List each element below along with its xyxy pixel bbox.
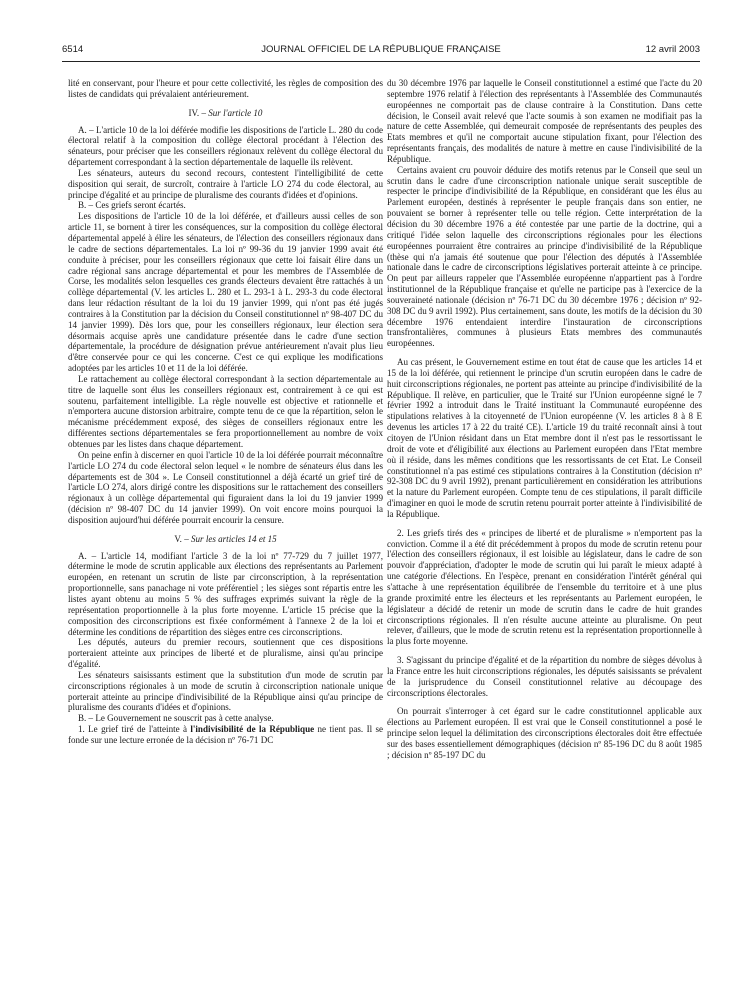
journal-title: JOURNAL OFFICIEL DE LA RÉPUBLIQUE FRANÇAISE xyxy=(261,44,501,55)
section-number: V. – xyxy=(174,533,191,544)
right-column xyxy=(387,78,702,761)
page-number: 6514 xyxy=(62,44,84,55)
header-rule xyxy=(62,61,700,62)
paragraph: 2. Les griefs tirés des « principes de liberté et de pluralisme » n'emportent pas la conviction. Comme il a été dit précédemment à propos du mode de scrutin retenu pour l'élection des conseillers régionaux, il est loisible au législateur, dans le cadre de son pouvoir d'appréciation, d'adopter le mode de scrutin qui lui paraît le mieux adapté à une catégorie d'élections. En l'espèce, prenant en considération l'intérêt général qui s'attache à une représentation équilibrée de l'ensemble du territoire et à une plus grande proximité entre les électeurs et les représentants au Parlement européen, le législateur a décidé de retenir un mode de scrutin dans le cadre de huit grandes circonscriptions régionales. Il n'en résulte aucune atteinte au pluralisme. On peut relever, d'ailleurs, que le mode de scrutin retenu est la représentation proportionnelle à la plus forte moyenne. xyxy=(387,527,702,647)
paragraph: A. – L'article 14, modifiant l'article 3 de la loi nº 77-729 du 7 juillet 1977, détermine le mode de scrutin applicable aux élections des représentants au Parlement européen, en retenant un scrutin de liste par circonscription, à la représentation proportionnelle, sans panachage ni vote préférentiel ; les sièges sont répartis entre les listes ayant obtenu au moins 5 % des suffrages exprimés suivant la règle de la représentation proportionnelle à la plus forte moyenne. L'article 15 précise que la composition des circonscriptions est fixée conformément à l'annexe 2 de la loi et détermine les conditions de répartition des sièges entre ces circonscriptions. xyxy=(68,550,383,637)
section-heading-v xyxy=(68,534,383,545)
paragraph: Au cas présent, le Gouvernement estime en tout état de cause que les articles 14 et 15 de la loi déférée, qui retiennent le principe d'un scrutin européen dans le cadre de huit circonscriptions régionales, ne portent pas atteinte au principe d'indivisibilité de la République. Il relève, en particulier, que le Traité sur l'Union européenne signé le 7 février 1992 a introduit dans le Traité instituant la Communauté européenne des stipulations relatives à la citoyenneté de l'Union européenne (V. les articles 8 à 8 E devenus les articles 17 à 22 du traité CE). L'article 19 du traité reconnaît ainsi à tout citoyen de l'Union résidant dans un Etat membre dont il n'est pas le ressortissant le droit de vote et d'éligibilité aux élections au Parlement européen dans l'Etat membre où il réside, dans les mêmes conditions que les ressortissants de cet Etat. Le Conseil constitutionnel n'a pas estimé ces stipulations contraires à la Constitution (décision nº 92-308 DC du 9 avril 1992), prenant particulièrement en considération les attributions et la nature du Parlement européen. Compte tenu de ces stipulations, il paraît difficile d'imaginer en quoi le mode de scrutin retenu pourrait porter atteinte à l'indivisibilité de la République. xyxy=(387,357,702,519)
paragraph: 3. S'agissant du principe d'égalité et de la répartition du nombre de sièges dévolus à la France entre les huit circonscriptions régionales, les députés saisissants se prévalent de la jurisprudence du Conseil constitutionnel relative au découpage des circonscriptions électorales. xyxy=(387,655,702,698)
paragraph: B. – Le Gouvernement ne souscrit pas à cette analyse. xyxy=(78,713,274,724)
section-title: Sur l'article 10 xyxy=(208,107,263,118)
paragraph: Les sénateurs, auteurs du second recours, contestent l'intelligibilité de cette disposition qui serait, de surcroît, contraire à l'article LO 274 du code électoral, au principe d'égalité et au principe de pluralisme des courants d'idées et d'opinions. xyxy=(68,167,383,200)
page-header xyxy=(62,44,700,58)
text-run: ne tient pas. Il se fonde sur une lecture erronée de la décision nº 76-71 DC xyxy=(68,724,384,745)
publication-date: 12 avril 2003 xyxy=(645,44,700,55)
section-title: Sur les articles 14 et 15 xyxy=(191,533,277,544)
paragraph: B. – Ces griefs seront écartés. xyxy=(78,200,186,211)
paragraph: On pourrait s'interroger à cet égard sur le cadre constitutionnel applicable aux élections au Parlement européen. Il est vrai que le Conseil constitutionnel a posé le principe selon lequel la délimitation des circonscriptions électorales doit être effectuée sur des bases essentiellement démographiques (décision nº 85-196 DC du 8 août 1985 ; décision nº 85-197 DC du xyxy=(387,706,702,760)
paragraph: du 30 décembre 1976 par laquelle le Conseil constitutionnel a estimé que l'acte du 20 septembre 1976 relatif à l'élection des représentants à l'Assemblée des Communautés européennes ne comportait pas de clause contraire à la Constitution. Dans cette décision, le Conseil avait relevé que l'acte soumis à son examen ne modifiait pas la nature de cette Assemblée, qui demeurait composée de représentants des peuples des Etats membres et qu'il ne comportait aucune stipulation fixant, pour l'élection des représentants français, des modalités de nature à mettre en cause l'indivisibilité de la République. xyxy=(387,78,702,164)
text-run: 1. Le grief tiré de l'atteinte à xyxy=(78,724,191,735)
paragraph: Certains avaient cru pouvoir déduire des motifs retenus par le Conseil que seul un scrutin dans le cadre d'une circonscription nationale unique serait susceptible de respecter le principe d'indivisibilité de la République, en considérant que les élus au Parlement européen, destinés à représenter le peuple français dans son entier, ne pouvaient se borner à représenter telle ou telle région. Cette interprétation de la décision du 30 décembre 1976 a été contestée par une partie de la doctrine, qui a critiqué l'idée selon laquelle des circonscriptions régionales pour les élections européennes pourraient être contraires au principe d'indivisibilité de la République (thèse qui n'a jamais été soutenue que pour l'élection des députés à l'Assemblée nationale dans le cadre de circonscriptions législatives porterait atteinte à ce principe. On peut par ailleurs rappeler que l'Assemblée européenne n'appartient pas à l'ordre institutionnel de la République française et qu'elle ne participe pas à l'exercice de la souveraineté nationale (décision nº 76-71 DC du 30 décembre 1976 ; décision nº 92-308 DC du 9 avril 1992). Plus certainement, sans doute, les motifs de la décision du 30 décembre 1976 entendaient interdire l'instauration de circonscriptions transfrontalières, communes à plusieurs Etats membres des communautés européennes. xyxy=(387,164,702,349)
section-number: IV. – xyxy=(188,107,209,118)
section-heading-iv xyxy=(68,108,383,119)
paragraph: Les sénateurs saisissants estiment que la substitution d'un mode de scrutin par circonscriptions régionales à un mode de scrutin à circonscription nationale unique porterait atteinte au principe d'indivisibilité de la République ainsi qu'au principe de pluralisme des courants d'idées et d'opinions. xyxy=(68,669,383,713)
paragraph: A. – L'article 10 de la loi déférée modifie les dispositions de l'article L. 280 du code électoral relatif à la composition du collège électoral procédant à l'élection des sénateurs, pour préciser que les conseillers régionaux relèvent du collège électoral du département correspondant à la section départementale de laquelle ils relèvent. xyxy=(68,124,383,168)
bold-phrase: l'indivisibilité de la République xyxy=(190,724,315,735)
paragraph: Les dispositions de l'article 10 de la loi déférée, et d'ailleurs aussi celles de son article 11, se bornent à tirer les conséquences, sur la composition du collège électoral départemental appelé à élire les sénateurs, de l'élection des conseillers régionaux dans le cadre de sections départementales. La loi nº 99-36 du 19 janvier 1999 avait été conduite à préciser, pour les conseillers régionaux que cette loi faisait élire dans un cadre régional sans ancrage départemental et pour les membres de l'Assemblée de Corse, les modalités selon lesquelles ces grands électeurs devaient être rattachés à un collège départemental (V. les articles L. 280 et L. 293-1 à L. 293-3 du code électoral dans leur rédaction résultant de la loi du 19 janvier 1999, qui n'ont pas été jugés contraires à la Constitution par la décision du Conseil constitutionnel nº 98-407 DC du 14 janvier 1999). Dès lors que, pour les conseillers régionaux, leur élection sera désormais acquise après une candidature présentée dans le cadre d'une section départementale, la procédure de désignation prévue antérieurement n'avait plus lieu d'être conservée pour ce qui les concerne. C'est ce qui explique les modifications adoptées par les articles 10 et 11 de la loi déférée. xyxy=(68,211,383,374)
paragraph: On peine enfin à discerner en quoi l'article 10 de la loi déférée pourrait méconnaître l'article LO 274 du code électoral selon lequel « le nombre de sénateurs élus dans les départements est de 304 ». Le Conseil constitutionnel a déjà écarté un grief tiré de l'article LO 274, alors dirigé contre les dispositions sur le rattachement des conseillers régionaux à un collège départemental qui figuraient dans la loi du 19 janvier 1999 (décision nº 98-407 DC du 14 janvier 1999). On voit encore moins pourquoi la disposition aujourd'hui déférée pourrait encourir la censure. xyxy=(68,449,383,525)
paragraph: Les députés, auteurs du premier recours, soutiennent que ces dispositions porteraient atteinte aux principes de liberté et de pluralisme, ainsi qu'au principe d'égalité. xyxy=(68,637,383,670)
paragraph xyxy=(68,724,383,746)
paragraph: Le rattachement au collège électoral correspondant à la section départementale au titre de laquelle sont élus les conseillers régionaux est, contrairement à ce qui est soutenu, parfaitement intelligible. La règle nouvelle est objective et rationnelle et n'emportera aucune distorsion arbitraire, compte tenu de ce que la répartition, selon le mécanisme précédemment exposé, des sièges de conseillers régionaux entre les différentes sections départementales se fera proportionnellement au nombre de voix obtenues par les listes dans chaque département. xyxy=(68,373,383,449)
left-column xyxy=(68,78,383,746)
paragraph: lité en conservant, pour l'heure et pour cette collectivité, les règles de composition des listes de candidats qui prévalaient antérieurement. xyxy=(68,78,383,99)
